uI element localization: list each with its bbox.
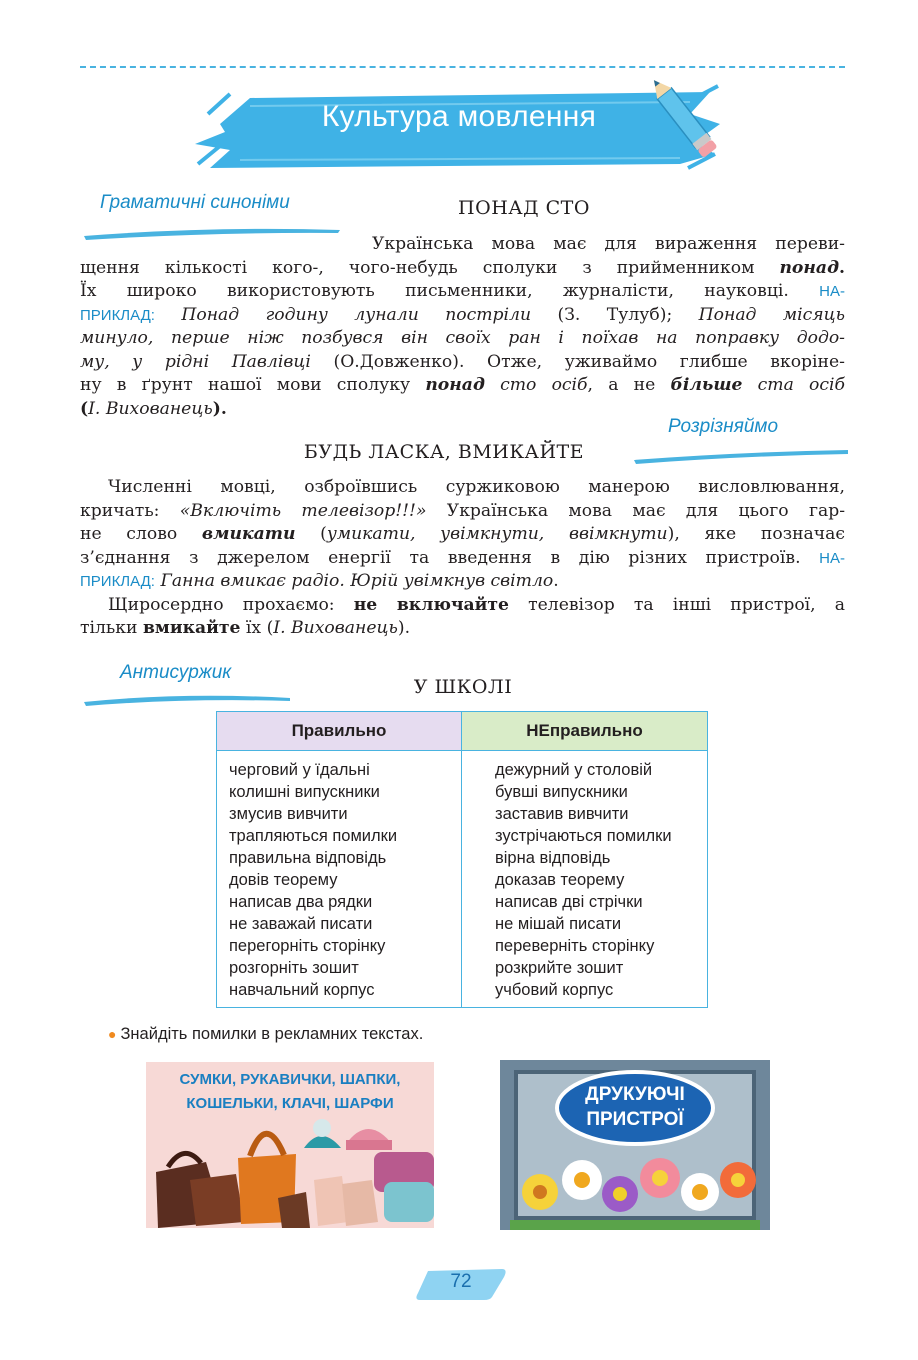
table-cell: довів теорему [229, 871, 338, 889]
header-correct: Правильно [217, 712, 462, 751]
table-cell: колишні випускники [229, 783, 380, 801]
ad2-text: ДРУКУЮЧІ ПРИСТРОЇ [585, 1084, 685, 1130]
table-cell: доказав теорему [495, 871, 625, 889]
task-instruction: ● Знайдіть помилки в рекламних текстах. [108, 1025, 424, 1043]
text-line: щення кількості кого-, чого-небудь сполуки з прийменником понад. [80, 257, 845, 278]
antisurzhyk-table [216, 711, 708, 1008]
ad-printers-image [500, 1060, 770, 1230]
text-line: ПРИКЛАД: Ганна вмикає радіо. Юрій увімкнув світло. [80, 571, 559, 591]
text-line: му, у рідні Павлівці (О.Довженко). Отже, уживаймо глибше вкоріне- [80, 351, 845, 372]
ad-bags-image [146, 1062, 434, 1228]
text-line: Українська мова має для вираження переви- [372, 234, 845, 254]
table-cell: зустрічаються помилки [495, 827, 672, 845]
column-incorrect [462, 751, 708, 1008]
table-cell: змусив вивчити [229, 805, 348, 823]
table-cell: не заважай писати [229, 915, 373, 933]
ad1-text: СУМКИ, РУКАВИЧКИ, ШАПКИ, КОШЕЛЬКИ, КЛАЧІ, ШАРФИ [179, 1071, 401, 1112]
table-cell: написав два рядки [229, 893, 373, 911]
text-line: з’єднання з джерелом енергії та введення в дію різних пристроїв. НА- [80, 547, 845, 568]
text-line: Щиросердно прохаємо: не включайте телевізор та інші пристрої, а [108, 594, 845, 615]
table-cell: не мішай писати [495, 915, 622, 933]
table-cell: перегорніть сторінку [229, 937, 386, 955]
heading-ponad-sto: ПОНАД СТО [458, 197, 590, 219]
text-line: не слово вмикати (умикати, увімкнути, ввімкнути), яке позначає [80, 524, 846, 544]
table-cell: черговий у їдальні [229, 761, 370, 779]
table-cell: правильна відповідь [229, 849, 387, 867]
heading-bud-laska: БУДЬ ЛАСКА, ВМИКАЙТЕ [303, 441, 585, 463]
label-distinguish: Розрізняймо [668, 416, 779, 437]
pencil-icon [652, 80, 727, 170]
page-number: 72 [450, 1271, 472, 1292]
page-title: Культура мовлення [321, 100, 597, 133]
text-line: Численні мовці, озброївшись суржиковою манерою висловлювання, [108, 477, 845, 497]
header-incorrect: НЕправильно [462, 712, 708, 751]
text-line: ну в ґрунт нашої мови сполуку понад сто осіб, а не більше ста осіб [80, 375, 846, 395]
table-cell: заставив вивчити [495, 805, 629, 823]
paragraph-ponad-sto [80, 233, 845, 421]
bullet-icon: ● [108, 1026, 117, 1042]
table-cell: розгорніть зошит [229, 959, 359, 977]
label-antisurzhyk: Антисуржик [120, 662, 232, 683]
column-correct [217, 751, 462, 1008]
ad1-illustration [146, 1062, 434, 1228]
table-cell: написав дві стрічки [495, 893, 643, 911]
table-cell: переверніть сторінку [495, 937, 655, 955]
table-cell: вірна відповідь [495, 849, 611, 867]
text-line: (І. Вихованець). [80, 398, 227, 419]
text-line: минуло, перше ніж позбувся він своїх ран і поїхав на поправку додо- [80, 328, 845, 348]
table-cell: навчальний корпус [229, 981, 375, 999]
table-cell: бувші випускники [495, 783, 628, 801]
text-line: ПРИКЛАД: Понад годину лунали постріли (З. Тулуб); Понад місяць [80, 304, 845, 325]
table-cell: учбовий корпус [495, 981, 614, 999]
table-cell: трапляються помилки [229, 827, 398, 845]
text-line: тільки вмикайте їх (І. Вихованець). [80, 618, 411, 638]
text-line: Їх широко використовують письменники, журналісти, науковці. НА- [80, 281, 845, 301]
paragraph-vmykaite [80, 476, 845, 641]
table-cell: дежурний у столовій [495, 761, 653, 779]
table-cell: розкрийте зошит [495, 959, 624, 977]
top-dashed-rule [80, 66, 845, 68]
heading-u-shkoli: У ШКОЛІ [413, 676, 513, 698]
text-line: кричать: «Включіть телевізор!!!» Українська мова має для цього гар- [80, 500, 846, 521]
label-grammar-synonyms: Граматичні синоніми [100, 192, 290, 213]
